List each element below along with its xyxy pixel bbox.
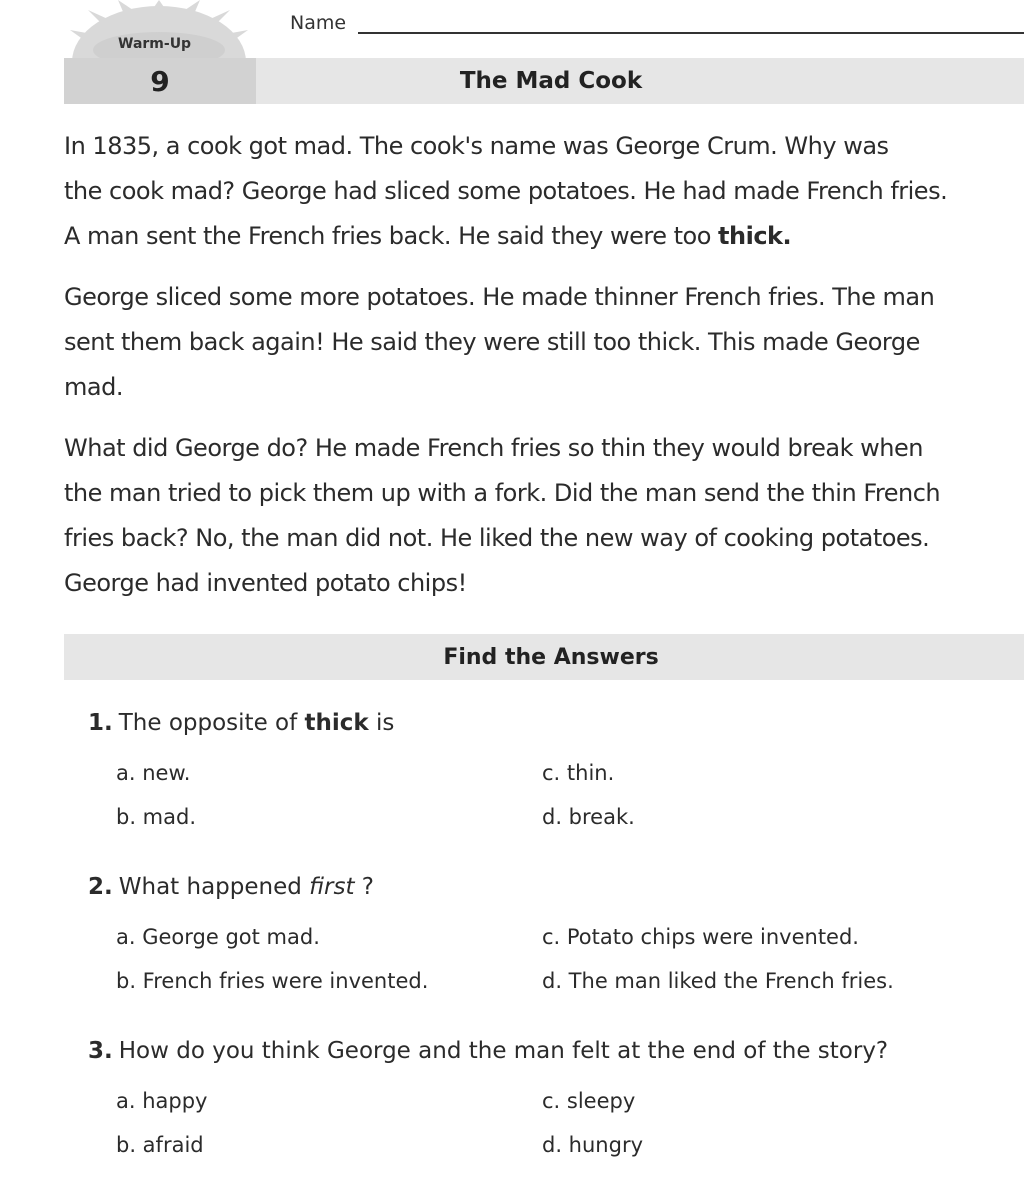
question-3 [88, 1036, 1008, 1157]
story-line: sent them back again! He said they were still too thick. This made George [64, 328, 920, 356]
answer-option-b[interactable]: b. afraid [116, 1133, 204, 1157]
warm-up-number: 9 [64, 58, 256, 104]
story-paragraph-3 [64, 426, 1014, 606]
story-line: A man sent the French fries back. He said they were too [64, 222, 719, 250]
story-line: George had invented potato chips! [64, 569, 467, 597]
answer-option-a[interactable]: a. happy [116, 1089, 208, 1113]
answer-option-b[interactable]: b. French fries were invented. [116, 969, 429, 993]
story-paragraph-1 [64, 124, 1014, 259]
answer-option-c[interactable]: c. Potato chips were invented. [542, 925, 859, 949]
question-1 [88, 708, 1008, 829]
story-line: fries back? No, the man did not. He liked the new way of cooking potatoes. [64, 524, 930, 552]
name-field[interactable] [358, 32, 1024, 34]
story-line: the cook mad? George had sliced some potatoes. He had made French fries. [64, 177, 948, 205]
italic-word-first: first [309, 874, 355, 900]
story-text [64, 124, 1014, 622]
answer-option-c[interactable]: c. sleepy [542, 1089, 636, 1113]
question-text: 3. How do you think George and the man felt at the end of the story? [88, 1038, 889, 1064]
question-number: 2. [88, 874, 113, 900]
story-paragraph-2 [64, 275, 1014, 410]
section-title: Find the Answers [443, 644, 659, 670]
question-text: 2. What happened first ? [88, 874, 375, 900]
answer-option-d[interactable]: d. break. [542, 805, 635, 829]
question-number: 3. [88, 1038, 113, 1064]
bold-word-thick: thick. [718, 222, 792, 250]
name-label: Name [290, 12, 347, 34]
warm-up-label: Warm-Up [118, 36, 192, 52]
page-title: The Mad Cook [459, 68, 643, 94]
answer-option-a[interactable]: a. George got mad. [116, 925, 320, 949]
warm-up-sun-badge [64, 0, 254, 62]
answer-option-d[interactable]: d. The man liked the French fries. [542, 969, 894, 993]
bold-word-thick: thick [304, 710, 369, 736]
question-text: 1. The opposite of thick is [88, 710, 395, 736]
story-line: In 1835, a cook got mad. The cook's name was George Crum. Why was [64, 132, 889, 160]
answer-option-a[interactable]: a. new. [116, 761, 191, 785]
question-number: 1. [88, 710, 113, 736]
answer-option-d[interactable]: d. hungry [542, 1133, 644, 1157]
story-line: What did George do? He made French fries so thin they would break when [64, 434, 923, 462]
question-2 [88, 872, 1008, 993]
answer-option-b[interactable]: b. mad. [116, 805, 197, 829]
story-line: mad. [64, 373, 123, 401]
answer-option-c[interactable]: c. thin. [542, 761, 615, 785]
story-line: the man tried to pick them up with a fork. Did the man send the thin French [64, 479, 941, 507]
story-line: George sliced some more potatoes. He made thinner French fries. The man [64, 283, 935, 311]
